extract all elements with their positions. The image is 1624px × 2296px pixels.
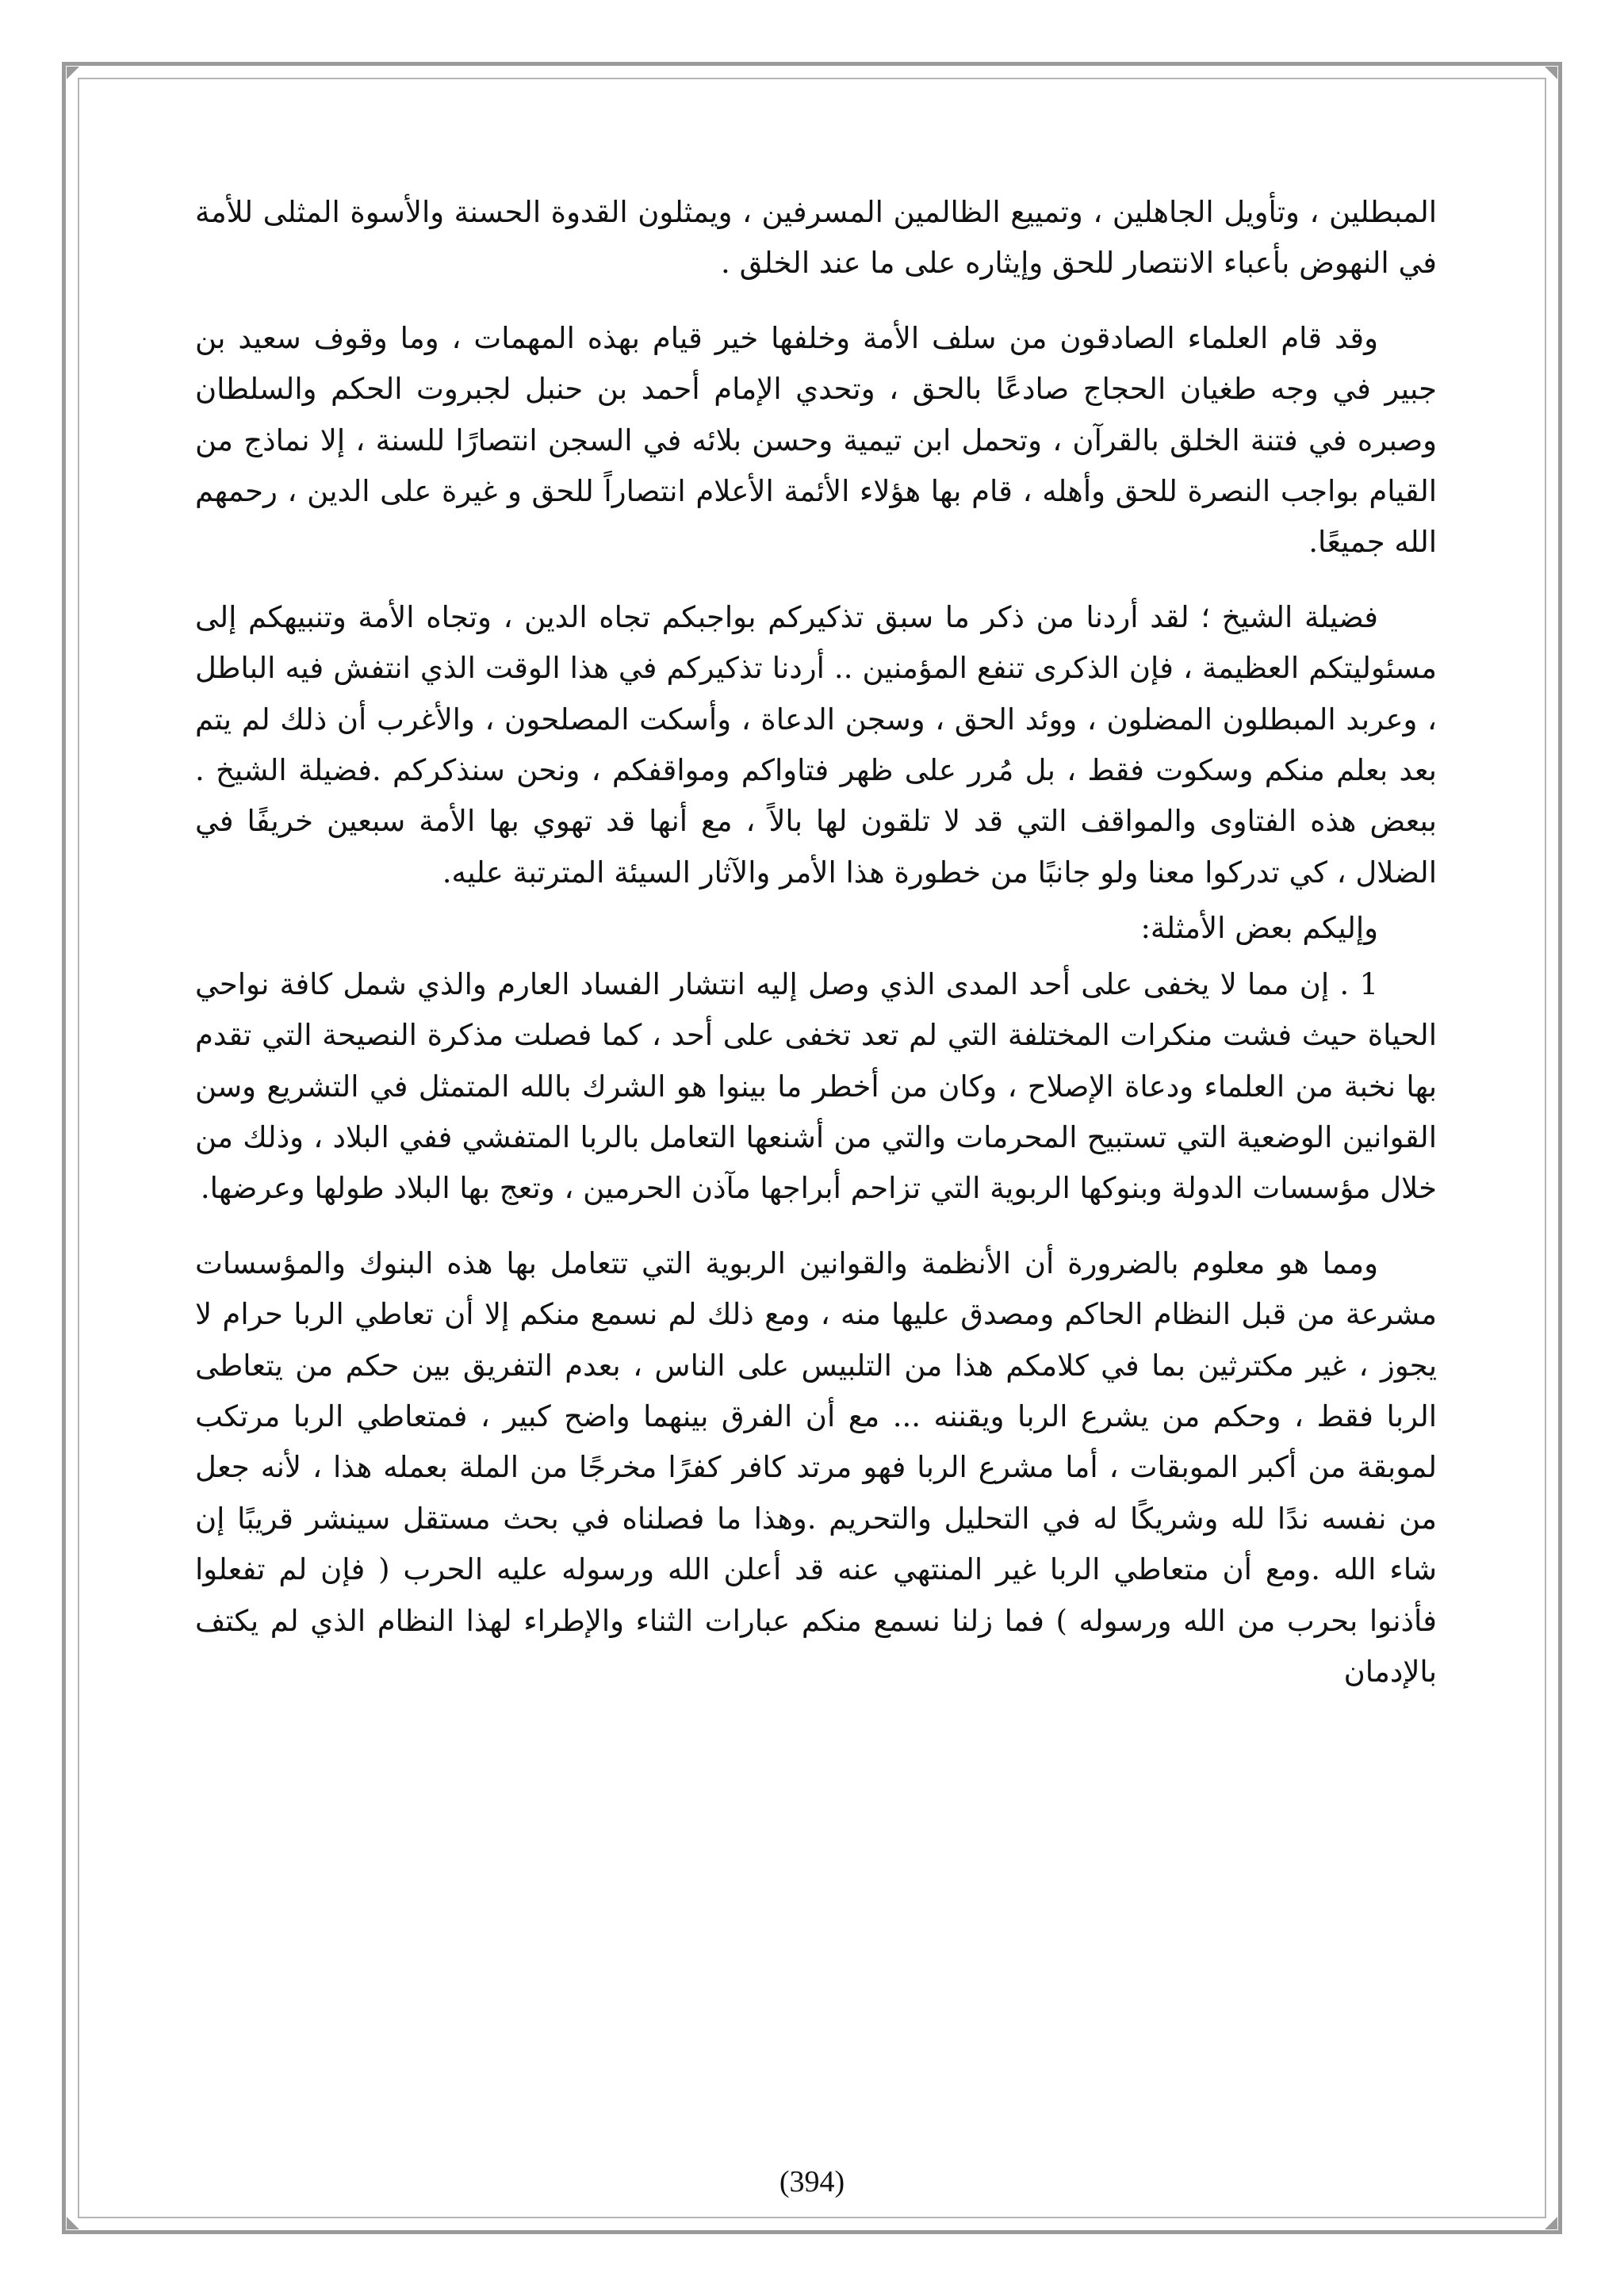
- paragraph-6: ومما هو معلوم بالضرورة أن الأنظمة والقوانين الربوية التي تتعامل بها هذه البنوك والمؤسسات مشرعة من قبل النظام الحاكم ومصدق عليها منه ، ومع ذلك لم نسمع منكم إلا أن تعاطي الربا حرام لا يجوز ، غير مكترثين بما في كلامكم هذا من التلبيس على الناس ، بعدم التفريق بين حكم من يتعاطى الربا فقط ، وحكم من يشرع الربا ويقننه ... مع أن الفرق بينهما واضح كبير ، فمتعاطي الربا مرتكب لموبقة من أكبر الموبقات ، أما مشرع الربا فهو مرتد كافر كفرًا مخرجًا من الملة بعمله هذا ، لأنه جعل من نفسه ندًا لله وشريكًا له في التحليل والتحريم .وهذا ما فصلناه في بحث مستقل سينشر قريبًا إن شاء الله .ومع أن متعاطي الربا غير المنتهي عنه قد أعلن الله ورسوله عليه الحرب ( فإن لم تفعلوا فأذنوا بحرب من الله ورسوله ) فما زلنا نسمع منكم عبارات الثناء والإطراء لهذا النظام الذي لم يكتف بالإدمان: [195, 1246, 1437, 1689]
- corner-ornament-top-right: [1545, 67, 1557, 79]
- page-body: [195, 187, 1437, 1697]
- corner-ornament-top-left: [67, 67, 79, 79]
- corner-ornament-bottom-left: [67, 2217, 79, 2229]
- paragraph-3: فضيلة الشيخ ؛ لقد أردنا من ذكر ما سبق تذكيركم بواجبكم تجاه الدين ، وتجاه الأمة وتنبيهكم إلى مسئوليتكم العظيمة ، فإن الذكرى تنفع المؤمنين .. أردنا تذكيركم في هذا الوقت الذي انتفش فيه الباطل ، وعربد المبطلون المضلون ، ووئد الحق ، وسجن الدعاة ، وأسكت المصلحون ، والأغرب أن ذلك لم يتم بعد بعلم منكم وسكوت فقط ، بل مُرر على ظهر فتاواكم ومواقفكم ، ونحن سنذكركم .فضيلة الشيخ . ببعض هذه الفتاوى والمواقف التي قد لا تلقون لها بالاً ، مع أنها قد تهوي بها الأمة سبعين خريفًا في الضلال ، كي تدركوا معنا ولو جانبًا من خطورة هذا الأمر والآثار السيئة المترتبة عليه.: [195, 599, 1437, 890]
- paragraph-2: وقد قام العلماء الصادقون من سلف الأمة وخلفها خير قيام بهذه المهمات ، وما وقوف سعيد بن جبير في وجه طغيان الحجاج صادعًا بالحق ، وتحدي الإمام أحمد بن حنبل لجبروت الحكم والسلطان وصبره في فتنة الخلق بالقرآن ، وتحمل ابن تيمية وحسن بلائه في السجن انتصارًا للسنة ، إلا نماذج من القيام بواجب النصرة للحق وأهله ، قام بها هؤلاء الأئمة الأعلام انتصاراً للحق و غيرة على الدين ، رحمهم الله جميعًا.: [195, 320, 1437, 560]
- paragraph-4-examples-heading: وإليكم بعض الأمثلة:: [1140, 911, 1378, 946]
- corner-ornament-bottom-right: [1545, 2217, 1557, 2229]
- paragraph-5-example-1: 1 . إن مما لا يخفى على أحد المدى الذي وصل إليه انتشار الفساد العارم والذي شمل كافة نواحي الحياة حيث فشت منكرات المختلفة التي لم تعد تخفى على أحد ، كما فصلت مذكرة النصيحة التي تقدم بها نخبة من العلماء ودعاة الإصلاح ، وكان من أخطر ما بينوا هو الشرك بالله المتمثل في التشريع وسن القوانين الوضعية التي تستبيح المحرمات والتي من أشنعها التعامل بالربا المتفشي ففي البلاد ، وذلك من خلال مؤسسات الدولة وبنوكها الربوية التي تزاحم أبراجها مآذن الحرمين ، وتعج بها البلاد طولها وعرضها.: [195, 966, 1437, 1206]
- page-number: (394): [779, 2165, 845, 2198]
- paragraph-1: المبطلين ، وتأويل الجاهلين ، وتمييع الظالمين المسرفين ، ويمثلون القدوة الحسنة والأسوة المثلى للأمة في النهوض بأعباء الانتصار للحق وإيثاره على ما عند الخلق .: [195, 195, 1437, 281]
